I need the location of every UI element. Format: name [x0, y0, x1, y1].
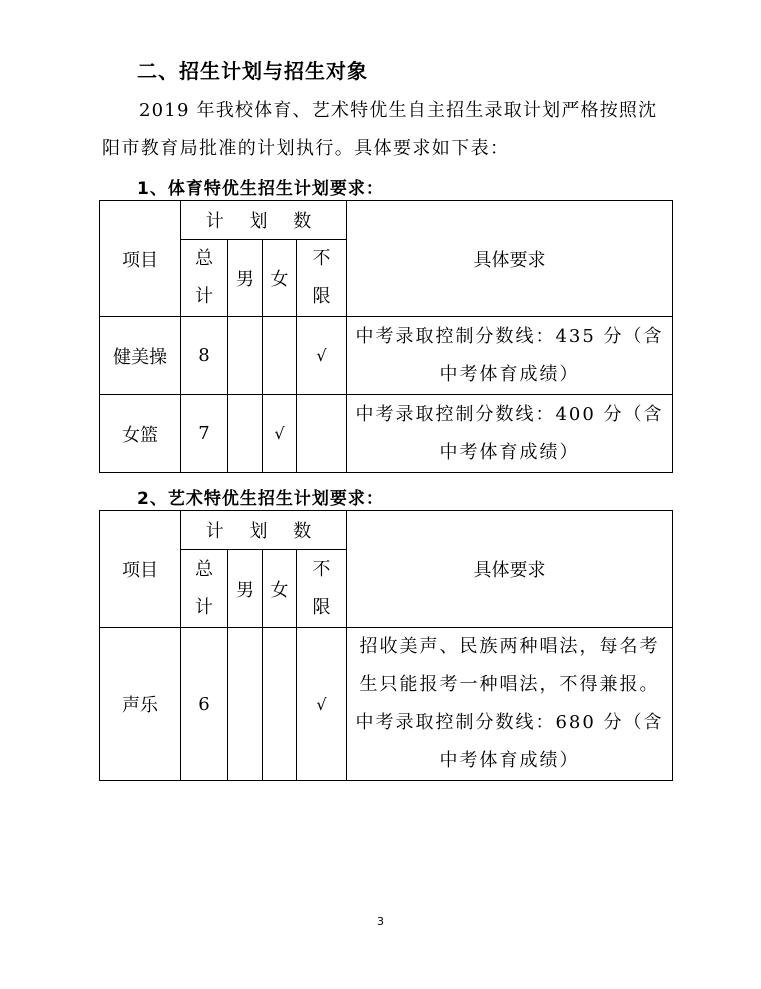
- header-unlimited: [297, 240, 347, 317]
- row-female: [263, 628, 297, 781]
- header-requirement-label: 具体要求: [473, 560, 546, 581]
- row-name: 女篮: [100, 395, 181, 473]
- page-number: 3: [377, 915, 384, 928]
- requirement-line: 中考体育成绩）: [439, 363, 580, 385]
- row-female: [263, 317, 297, 395]
- header-item: [100, 201, 181, 317]
- table-header-row: [100, 511, 673, 550]
- requirement-line: 中考录取控制分数线：435 分（含: [355, 325, 664, 347]
- requirement-line: 中考录取控制分数线：400 分（含: [355, 403, 664, 425]
- row-name: 声乐: [100, 628, 181, 781]
- header-female: [263, 240, 297, 317]
- requirement-line: 中考录取控制分数线：680 分（含: [355, 712, 664, 733]
- row-unlimited: [297, 395, 347, 473]
- row-unlimited: √: [297, 628, 347, 781]
- requirement-line: 招收美声、民族两种唱法，每名考: [359, 636, 660, 657]
- header-total: [181, 550, 228, 628]
- table-row: [100, 317, 673, 395]
- header-item-label: 项目: [122, 249, 158, 271]
- row-male: [228, 317, 263, 395]
- header-total: [181, 240, 228, 317]
- header-male-label: 男: [236, 579, 254, 601]
- table-row: [100, 395, 673, 473]
- header-requirement-label: 具体要求: [473, 249, 546, 271]
- sports-plan-table: [99, 200, 673, 473]
- header-unlimited-label: 不限: [312, 248, 331, 307]
- header-unlimited: [297, 550, 347, 628]
- requirement-line: 中考体育成绩）: [439, 441, 580, 463]
- header-plan-count-label: 计 划 数: [205, 211, 322, 232]
- header-plan-count: [181, 201, 347, 240]
- arts-plan-title: 2、艺术特优生招生计划要求：: [137, 489, 384, 509]
- requirement-line: 中考体育成绩）: [439, 750, 580, 771]
- intro-line-2: 阳市教育局批准的计划执行。具体要求如下表：: [102, 138, 510, 159]
- row-requirement: [347, 395, 673, 473]
- row-requirement: [347, 628, 673, 781]
- header-plan-count-label: 计 划 数: [205, 521, 322, 542]
- arts-plan-table: [99, 510, 673, 781]
- row-male: [228, 628, 263, 781]
- header-female-label: 女: [270, 269, 289, 290]
- header-item: [100, 511, 181, 628]
- row-female: √: [263, 395, 297, 473]
- header-item-label: 项目: [122, 560, 158, 581]
- row-total: 7: [181, 395, 228, 473]
- row-total: 8: [181, 317, 228, 395]
- table-header-row: [100, 201, 673, 240]
- header-female-label: 女: [270, 579, 289, 601]
- row-name: 健美操: [100, 317, 181, 395]
- row-unlimited: √: [297, 317, 347, 395]
- header-total-label: 总计: [194, 558, 213, 618]
- header-unlimited-label: 不限: [312, 558, 331, 618]
- requirement-line: 生只能报考一种唱法，不得兼报。: [359, 674, 660, 695]
- sports-plan-title: 1、体育特优生招生计划要求：: [137, 179, 384, 199]
- intro-line-1: 2019 年我校体育、艺术特优生自主招生录取计划严格按照沈: [139, 100, 658, 121]
- row-total: 6: [181, 628, 228, 781]
- intro-paragraph: [102, 92, 682, 168]
- header-female: [263, 550, 297, 628]
- header-male: [228, 550, 263, 628]
- header-plan-count: [181, 511, 347, 550]
- header-male: [228, 240, 263, 317]
- row-male: [228, 395, 263, 473]
- header-requirement: [347, 201, 673, 317]
- header-total-label: 总计: [194, 248, 213, 307]
- table-row: [100, 628, 673, 781]
- row-requirement: [347, 317, 673, 395]
- header-requirement: [347, 511, 673, 628]
- header-male-label: 男: [236, 269, 254, 290]
- section-heading: 二、招生计划与招生对象: [137, 59, 368, 83]
